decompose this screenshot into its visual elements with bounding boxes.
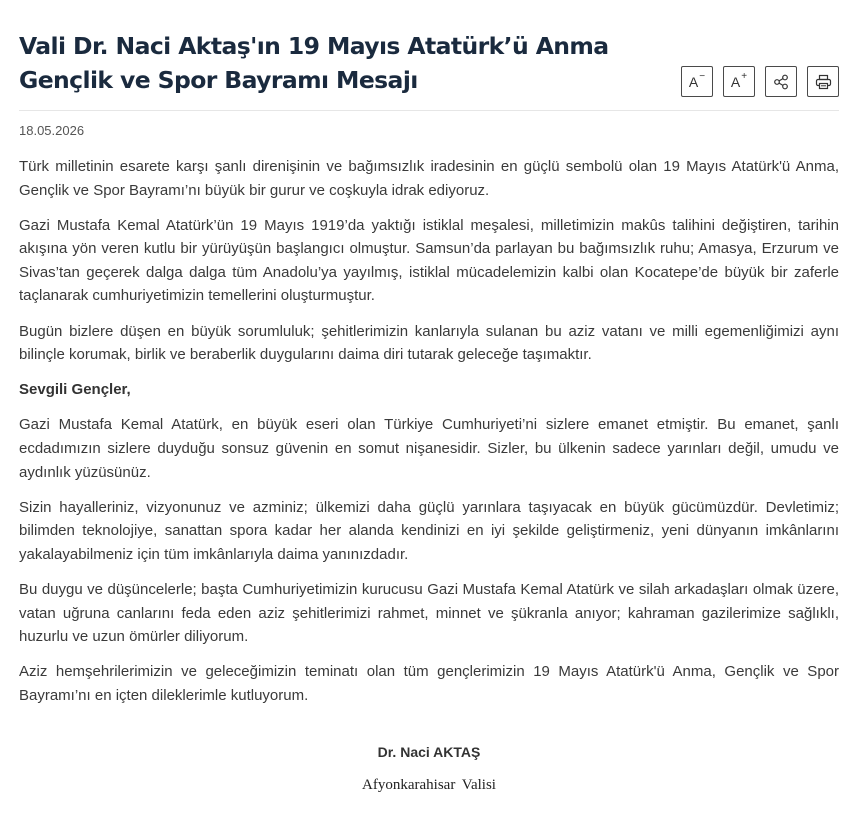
article-date: 18.05.2026	[19, 123, 85, 138]
signature-name: Dr. Naci AKTAŞ	[377, 744, 481, 761]
signature-role: Afyonkarahisar Valisi	[362, 777, 496, 794]
share-button[interactable]	[765, 66, 797, 97]
article-body	[19, 155, 839, 707]
article-header	[19, 0, 839, 111]
minus-icon: −	[699, 71, 706, 82]
article-toolbar	[681, 66, 839, 97]
paragraph: Sizin hayalleriniz, vizyonunuz ve azminiz; ülkemizi daha güçlü yarınlara taşıyacak en büyük gücümüzdür. Devletimiz; bilimden teknolojiye, sanattan spora kadar her alanda kendinizi en iyi şekilde geliştirmeniz, yeni dünyanın imkânlarını yakalayabilmeniz için tüm imkânlarıyla daima yanınızdadır.	[19, 498, 839, 563]
increase-font-label: A	[730, 73, 741, 90]
share-icon	[773, 74, 789, 90]
paragraph: Bugün bizlere düşen en büyük sorumluluk; şehitlerimizin kanlarıyla sulanan bu aziz vatanı ve milli egemenliğimizi aynı bilinçle korumak, birlik ve beraberlik duygularını daima diri tutarak geleceğe taşımaktır.	[19, 322, 839, 364]
greeting: Sevgili Gençler,	[19, 381, 131, 399]
plus-icon: +	[741, 71, 748, 82]
paragraph: Gazi Mustafa Kemal Atatürk’ün 19 Mayıs 1919’da yaktığı istiklal meşalesi, milletimizin makûs talihini değiştiren, tarihin akışına yön veren kutlu bir yürüyüşün başlangıcı olmuştur. Samsun’da parlayan bu bağımsızlık ruhu; Amasya, Erzurum ve Sivas’tan geçerek dalga dalga tüm Anadolu’ya yayılmış, istiklal mücadelemizin kalbi olan Kocatepe’de büyük bir zaferle taçlanarak cumhuriyetimizin temellerini oluşturmuştur.	[19, 216, 839, 305]
print-icon	[815, 74, 832, 90]
decrease-font-label: A	[688, 73, 699, 90]
decrease-font-button[interactable]	[681, 66, 713, 97]
signature	[19, 743, 839, 794]
paragraph: Türk milletinin esarete karşı şanlı direnişinin ve bağımsızlık iradesinin en güçlü sembolü olan 19 Mayıs Atatürk'ü Anma, Gençlik ve Spor Bayramı’nı büyük bir gurur ve coşkuyla idrak ediyoruz.	[19, 158, 839, 199]
page-title	[19, 29, 659, 97]
title-line-2: Gençlik ve Spor Bayramı Mesajı	[19, 66, 418, 94]
paragraph: Bu duygu ve düşüncelerle; başta Cumhuriyetimizin kurucusu Gazi Mustafa Kemal Atatürk ve silah arkadaşları olmak üzere, vatan uğruna canlarını feda eden aziz şehitlerimizi rahmet, minnet ve şükranla anıyor; kahraman gazilerimize sağlıklı, huzurlu ve uzun ömürler diliyorum.	[19, 580, 839, 646]
title-line-1: Vali Dr. Naci Aktaş'ın 19 Mayıs Atatürk’ü Anma	[19, 32, 609, 60]
print-button[interactable]	[807, 66, 839, 97]
paragraph: Aziz hemşehrilerimizin ve geleceğimizin teminatı olan tüm gençlerimizin 19 Mayıs Atatürk'ü Anma, Gençlik ve Spor Bayramı’nı en içten dileklerimle kutluyorum.	[19, 663, 839, 704]
increase-font-button[interactable]	[723, 66, 755, 97]
paragraph: Gazi Mustafa Kemal Atatürk, en büyük eseri olan Türkiye Cumhuriyeti’ni sizlere emanet etmiştir. Bu emanet, şanlı ecdadımızın sizlere duyduğu sonsuz güvenin en somut nişanesidir. Sizler, bu ülkenin sadece yarınları değil, umudu ve aydınlık yüzüsünüz.	[19, 416, 839, 481]
